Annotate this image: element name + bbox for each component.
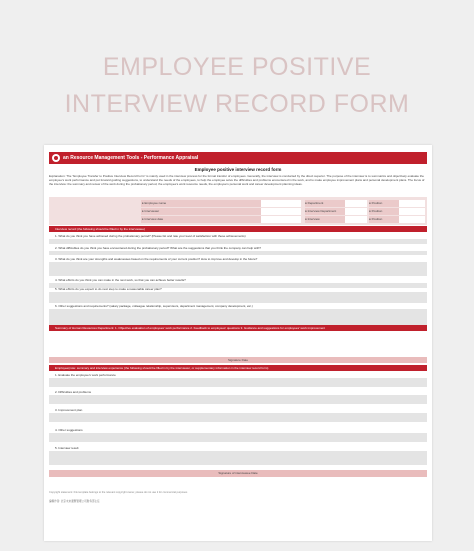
info-label-position-3: ● Position xyxy=(369,216,399,223)
answer-field[interactable] xyxy=(49,378,427,387)
question-item: 2. What difficulties do you think you have encountered during the probationary period? What are the suggestions that you think the company can help with? xyxy=(49,245,427,255)
info-grid xyxy=(49,197,427,225)
info-label-interviewer: ● Interviewer xyxy=(141,208,261,215)
info-label-name: ● Employee name xyxy=(141,200,261,207)
info-value-interview-department[interactable] xyxy=(345,208,367,215)
section-hr-summary: Summary of Human Resources Department: 1. Objective evaluation of employees' work performance 2. Feedback to employees' questions 3. Guidance and suggestions for employees' work improvement xyxy=(49,325,427,331)
info-label-position-2: ● Position xyxy=(369,208,399,215)
copyright-footer: Copyright statement: this template belongs to the relevant copyright owner, please do not use it for commercial purposes xyxy=(49,491,188,494)
info-label-date: ● Interview date xyxy=(141,216,261,223)
section-interview-record: Interview record (the following should be filled in by the interviewee) xyxy=(49,226,427,232)
info-label-interview: ● Interview xyxy=(305,216,345,223)
toolbar-banner xyxy=(49,152,427,164)
answer-field[interactable] xyxy=(49,251,427,255)
page-hero-title-line1: EMPLOYEE POSITIVE xyxy=(102,53,372,81)
info-label-position: ● Position xyxy=(369,200,399,207)
question-item: 2. Difficulties and problems xyxy=(49,389,427,404)
question-item: 5. What efforts do you expect to do next step to make a reasonable career plan? xyxy=(49,286,427,303)
info-value-date[interactable] xyxy=(261,216,301,223)
form-title: Employee positive interview record form xyxy=(194,167,282,172)
answer-field[interactable] xyxy=(49,451,427,465)
question-item: 3. What do you think are your strengths and weaknesses based on the requirements of your current position? How to improve and develop in the future? xyxy=(49,256,427,276)
info-value-interview[interactable] xyxy=(345,216,367,223)
question-item: 4. What efforts do you think you can make in the next work, so that you can achieve better results? xyxy=(49,277,427,288)
answer-field[interactable] xyxy=(49,262,427,276)
answer-field[interactable] xyxy=(49,292,427,303)
answer-field[interactable] xyxy=(49,239,427,244)
signature-date-row: Signature Date xyxy=(49,357,427,363)
info-label-interview-department: ● Interview Department xyxy=(305,208,345,215)
answer-field[interactable] xyxy=(49,433,427,442)
page-hero-title-line2: INTERVIEW RECORD FORM xyxy=(64,90,410,118)
question-item: 1. Evaluate the employee's work performance xyxy=(49,372,427,387)
author-footer: 编辑作者: 北京未来课题管理公司财务部主任 xyxy=(49,500,100,503)
question-item: 4. Other suggestions xyxy=(49,427,427,442)
question-item: 1. What do you think you have achieved during the probationary period? (Please list and rate your level of satisfaction with these achievements) xyxy=(49,233,427,244)
question-item: 3. Improvement plan xyxy=(49,407,427,422)
info-value-department[interactable] xyxy=(345,200,367,207)
logo-icon xyxy=(52,154,60,162)
answer-field[interactable] xyxy=(49,413,427,422)
info-value-position[interactable] xyxy=(399,200,425,207)
info-label-department: ● Department xyxy=(305,200,345,207)
info-value-name[interactable] xyxy=(261,200,301,207)
answer-field[interactable] xyxy=(49,395,427,404)
info-value-interviewer[interactable] xyxy=(261,208,301,215)
interviewee-signature-row: Signature of interviewee Date xyxy=(49,470,427,477)
section-interviewer-summary: Employee(note: summary and interview experience (the following should be filled in by the interviewer, or supplementary information in the interview record form) xyxy=(49,365,427,371)
info-value-position-2[interactable] xyxy=(399,208,425,215)
question-item: 6. Other suggestions and requirements? (salary package, colleague relationship, supervisors, department management, company development, etc.) xyxy=(49,303,427,327)
info-value-position-3[interactable] xyxy=(399,216,425,223)
banner-title: an Resource Management Tools - Performance Appraisal xyxy=(63,155,199,161)
form-intro: Explanation: The "Employee Transfer to Positive Interview Record Form" is mainly used in the interview process for the formal transfer of employees. Generally, the interview is conducted by the direct superior. The purpose of the interview is to summarize and objectively evaluate the employee's work performance and put forward guiding suggestions, to understand the needs of the employees, to help the employee solve the difficulties and problems encountered in the work, and to make employee improvement plans and personal development plans. The focus of the interview: the summary and review of the work during the probationary period, the employee's work resource needs, the employee's personal work and career development planning ideas. xyxy=(49,174,425,187)
form-sheet xyxy=(44,145,432,541)
question-item: 5. Interview result xyxy=(49,445,427,465)
